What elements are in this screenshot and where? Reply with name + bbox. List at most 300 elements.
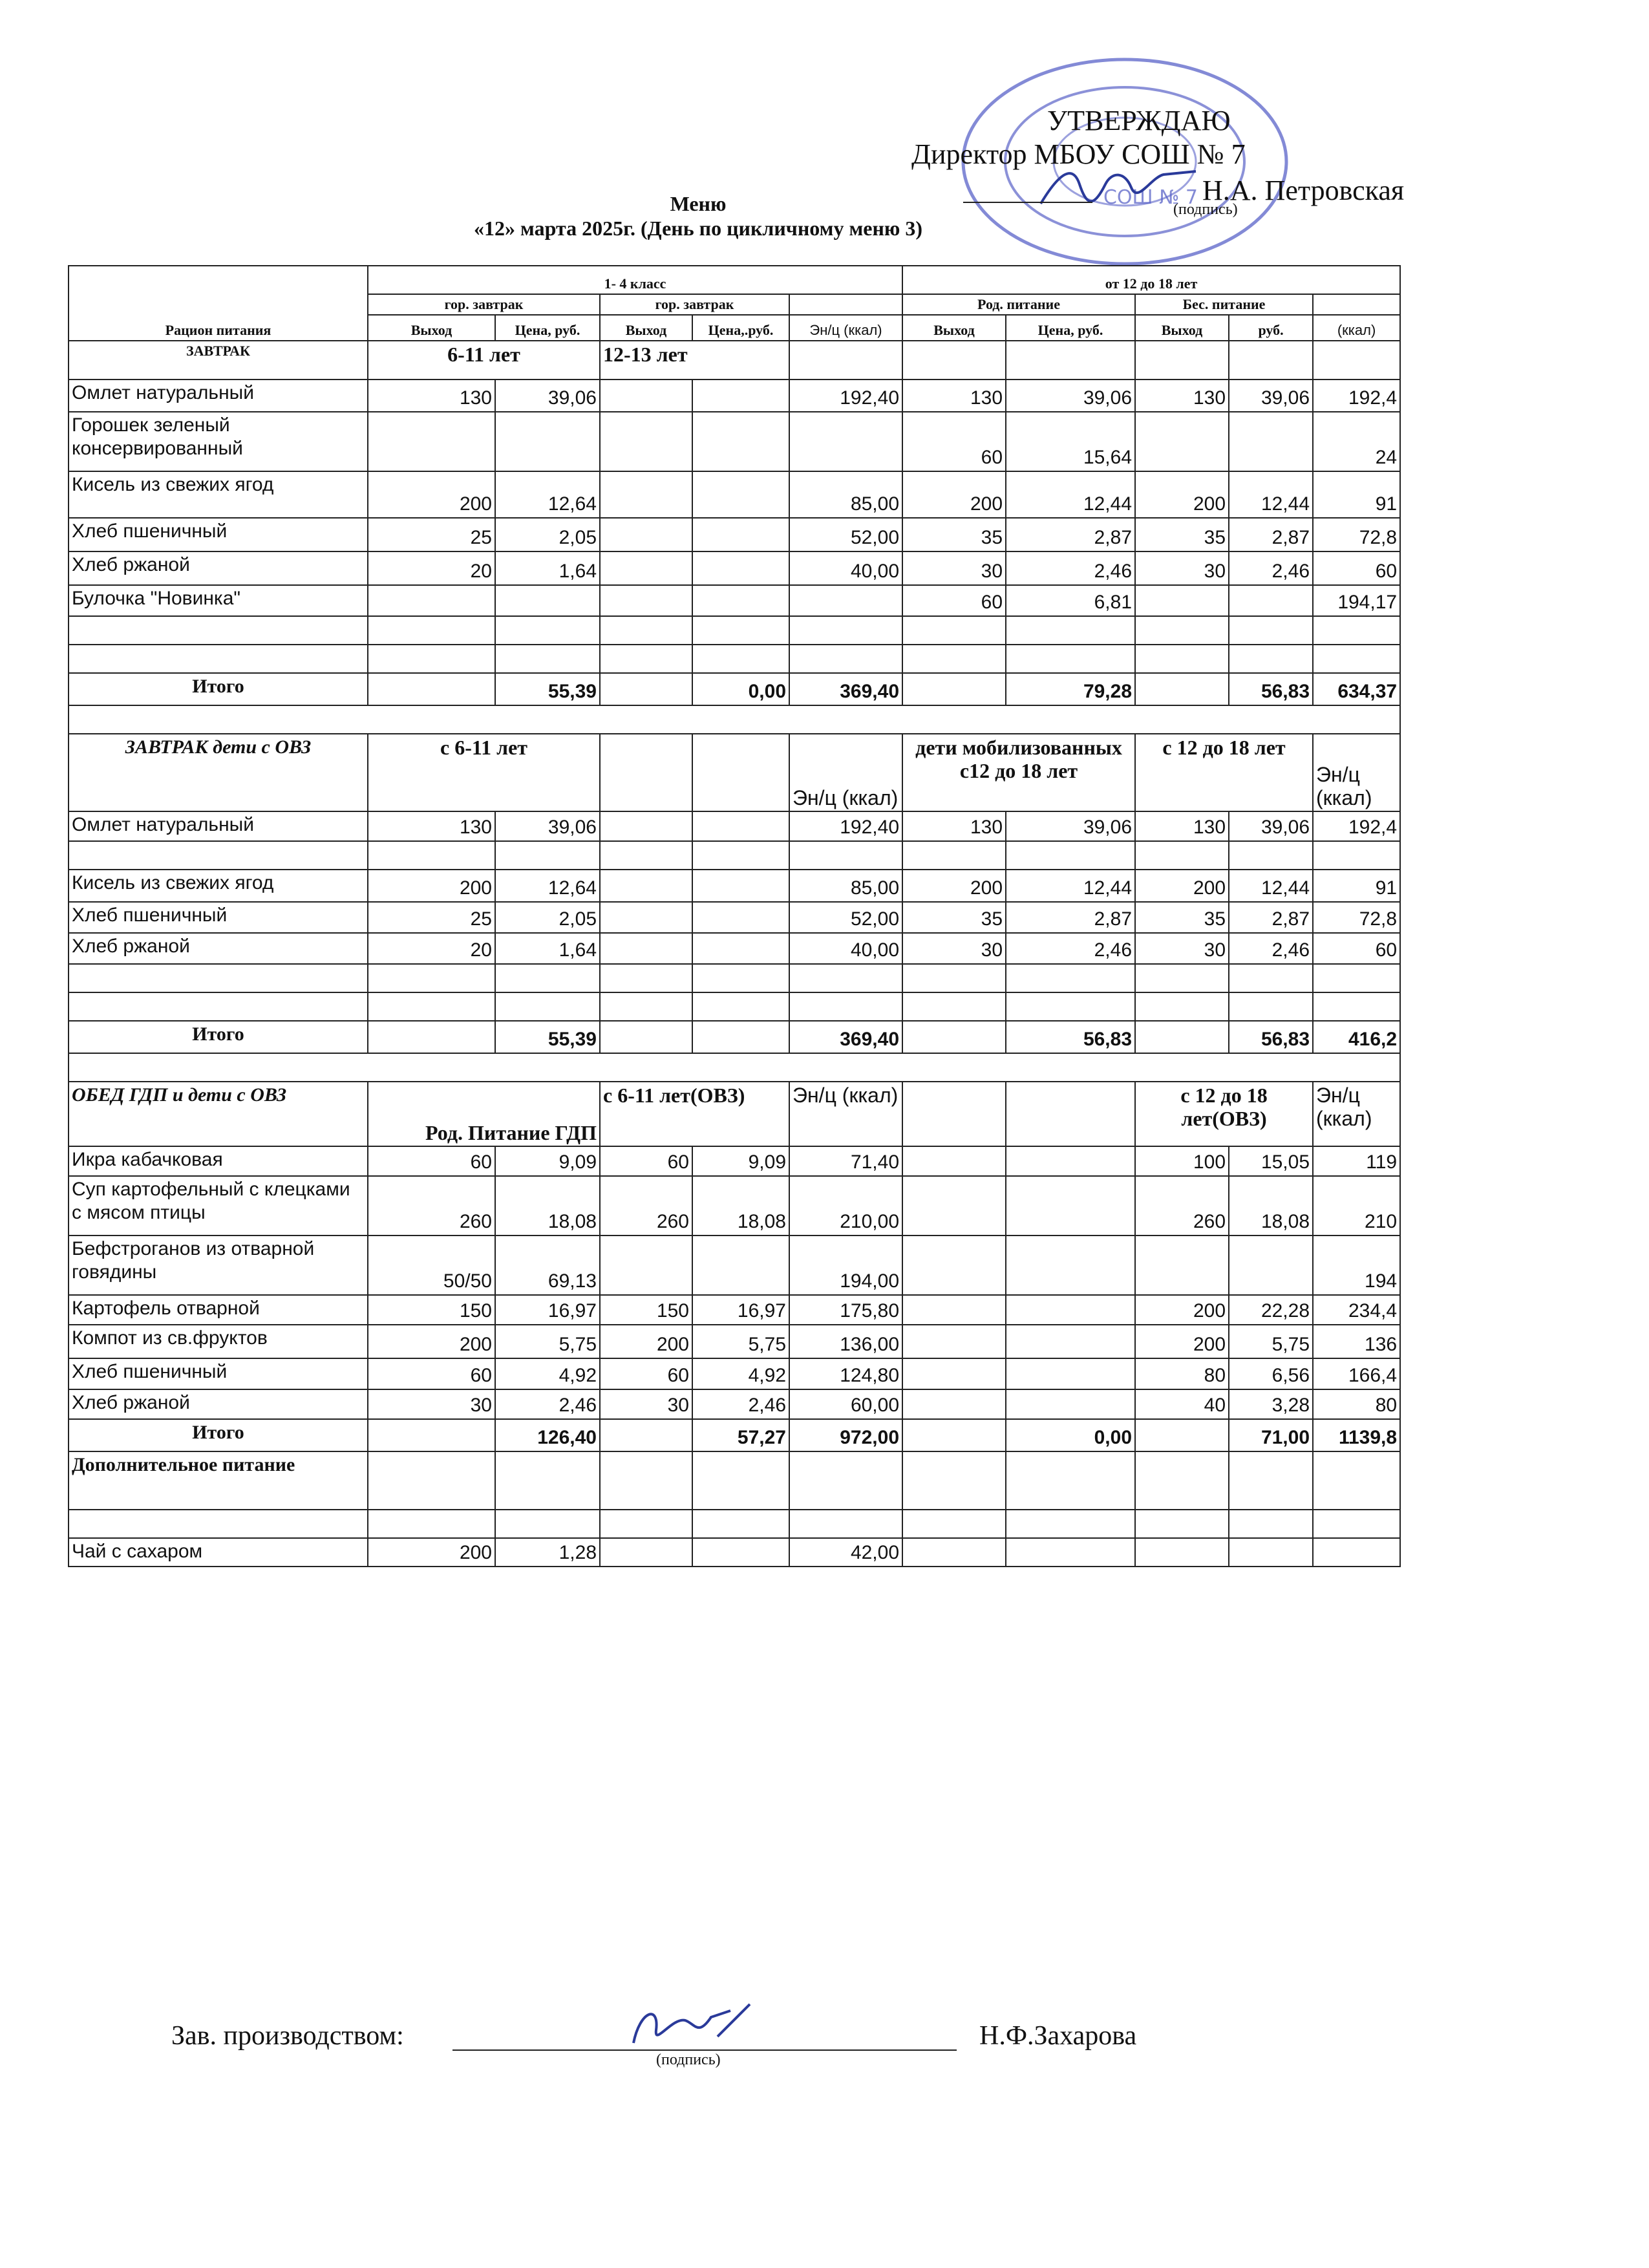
dish-value: 5,75 (495, 1325, 600, 1358)
footer (171, 2014, 1206, 2079)
dish-value: 200 (902, 471, 1006, 518)
dish-value: 80 (1313, 1389, 1400, 1419)
table-row (69, 811, 1400, 841)
footer-label: Зав. производством: (171, 2021, 404, 2051)
empty-cell (789, 964, 902, 992)
empty-row (69, 1510, 1400, 1538)
total-row (69, 1419, 1400, 1451)
dish-value (902, 1389, 1006, 1419)
dish-value (1006, 1538, 1135, 1567)
dish-value: 1,64 (495, 933, 600, 964)
table-row (69, 1176, 1400, 1236)
ovz-mobilized: дети мобилизованных с12 до 18 лет (902, 734, 1135, 811)
dish-value: 130 (1135, 380, 1229, 412)
empty-cell (1135, 1451, 1229, 1510)
total-value (600, 1419, 692, 1451)
spacer-cell (69, 1053, 1400, 1082)
empty-cell (1006, 1082, 1135, 1146)
dish-value: 194 (1313, 1236, 1400, 1295)
total-value: 56,83 (1006, 1021, 1135, 1053)
header-price: Цена, руб. (495, 315, 600, 341)
dish-value (692, 518, 789, 551)
dish-value: 42,00 (789, 1538, 902, 1567)
empty-cell (789, 992, 902, 1021)
footer-signature-caption: (подпись) (656, 2051, 721, 2068)
breakfast-section-row (69, 341, 1400, 380)
total-value (1135, 673, 1229, 705)
breakfast-label: ЗАВТРАК (69, 341, 368, 380)
spacer-cell (69, 705, 1400, 734)
dish-name: Булочка "Новинка" (69, 585, 368, 616)
dish-value (495, 585, 600, 616)
header-hot-breakfast-1: гор. завтрак (368, 294, 600, 315)
empty-cell (600, 734, 692, 811)
dish-value (789, 841, 902, 870)
approval-name: Н.А. Петровская (1202, 175, 1405, 206)
empty-cell (789, 1510, 902, 1538)
dish-value: 200 (368, 1325, 495, 1358)
empty-cell (495, 964, 600, 992)
dish-value: 1,28 (495, 1538, 600, 1567)
total-value: 416,2 (1313, 1021, 1400, 1053)
empty-cell (69, 992, 368, 1021)
dish-value: 192,4 (1313, 380, 1400, 412)
total-value: 56,83 (1229, 673, 1313, 705)
dish-name: Хлеб пшеничный (69, 902, 368, 933)
dish-value: 2,46 (1229, 933, 1313, 964)
dish-value (902, 1538, 1006, 1567)
dish-name: Суп картофельный с клецками с мясом птицы (69, 1176, 368, 1236)
breakfast-age-a: 6-11 лет (368, 341, 600, 380)
header-rub: руб. (1229, 315, 1313, 341)
empty-cell (495, 645, 600, 673)
empty-cell (902, 616, 1006, 645)
dish-value: 30 (600, 1389, 692, 1419)
table-row (69, 518, 1400, 551)
empty-cell (1135, 645, 1229, 673)
dish-value: 130 (902, 811, 1006, 841)
empty-cell (902, 645, 1006, 673)
total-value: 56,83 (1229, 1021, 1313, 1053)
dish-value (600, 471, 692, 518)
dish-value: 194,00 (789, 1236, 902, 1295)
dish-value: 6,56 (1229, 1358, 1313, 1389)
dish-value (600, 841, 692, 870)
total-label: Итого (69, 1021, 368, 1053)
header-empty (1313, 294, 1400, 315)
approval-position: Директор МБОУ СОШ № 7 (911, 138, 1246, 170)
header-age-12-18: от 12 до 18 лет (902, 266, 1400, 294)
empty-cell (600, 645, 692, 673)
dish-value: 25 (368, 902, 495, 933)
dish-value (1006, 1389, 1135, 1419)
dish-value (902, 1358, 1006, 1389)
dish-value (368, 412, 495, 471)
total-row (69, 673, 1400, 705)
dish-value: 130 (1135, 811, 1229, 841)
empty-cell (1313, 645, 1400, 673)
empty-cell (1135, 616, 1229, 645)
total-value: 634,37 (1313, 673, 1400, 705)
dish-value (600, 412, 692, 471)
dish-value: 200 (368, 1538, 495, 1567)
dish-name: Кисель из свежих ягод (69, 870, 368, 902)
dish-value: 35 (1135, 902, 1229, 933)
dish-name: Икра кабачковая (69, 1146, 368, 1176)
dish-value (1229, 841, 1313, 870)
table-row (69, 1146, 1400, 1176)
dish-value: 9,09 (692, 1146, 789, 1176)
dish-value: 39,06 (495, 380, 600, 412)
dish-value: 60 (902, 412, 1006, 471)
table-row (69, 1295, 1400, 1325)
empty-cell (692, 964, 789, 992)
total-value (368, 1419, 495, 1451)
empty-cell (368, 645, 495, 673)
dish-value (1006, 1295, 1135, 1325)
dish-name: Хлеб ржаной (69, 933, 368, 964)
dish-name: Чай с сахаром (69, 1538, 368, 1567)
dish-value: 2,87 (1229, 518, 1313, 551)
dish-value: 40,00 (789, 551, 902, 585)
dish-name: Картофель отварной (69, 1295, 368, 1325)
empty-cell (69, 1510, 368, 1538)
empty-cell (368, 964, 495, 992)
dish-value: 12,44 (1006, 870, 1135, 902)
dish-name: Компот из св.фруктов (69, 1325, 368, 1358)
header-free: Бес. питание (1135, 294, 1313, 315)
dish-value: 200 (368, 471, 495, 518)
dish-value: 200 (1135, 870, 1229, 902)
extra-section-row (69, 1451, 1400, 1510)
table-row (69, 1358, 1400, 1389)
dish-name (69, 841, 368, 870)
empty-row (69, 964, 1400, 992)
dish-value (902, 1146, 1006, 1176)
empty-cell (495, 992, 600, 1021)
table-row (69, 471, 1400, 518)
dish-value: 100 (1135, 1146, 1229, 1176)
dish-value: 40,00 (789, 933, 902, 964)
dish-value: 91 (1313, 870, 1400, 902)
dish-value (600, 1236, 692, 1295)
total-value (368, 1021, 495, 1053)
dish-value: 130 (368, 811, 495, 841)
dish-value: 30 (902, 933, 1006, 964)
table-row (69, 380, 1400, 412)
total-value (902, 1021, 1006, 1053)
empty-cell (600, 1451, 692, 1510)
dish-value: 22,28 (1229, 1295, 1313, 1325)
dish-value: 18,08 (495, 1176, 600, 1236)
total-value (1135, 1021, 1229, 1053)
empty-cell (789, 1451, 902, 1510)
dish-value: 16,97 (692, 1295, 789, 1325)
menu-title: Меню (670, 192, 727, 215)
dish-value: 166,4 (1313, 1358, 1400, 1389)
empty-cell (1313, 616, 1400, 645)
empty-cell (1006, 992, 1135, 1021)
total-value (1135, 1419, 1229, 1451)
dish-value (1135, 1538, 1229, 1567)
dish-value: 30 (1135, 933, 1229, 964)
dish-value: 72,8 (1313, 902, 1400, 933)
dish-value (1006, 1176, 1135, 1236)
lunch-energy-2: Эн/ц (ккал) (1313, 1082, 1400, 1146)
dish-value (600, 870, 692, 902)
empty-cell (1229, 992, 1313, 1021)
dish-name: Кисель из свежих ягод (69, 471, 368, 518)
table-row (69, 551, 1400, 585)
ovz-energy: Эн/ц (ккал) (789, 734, 902, 811)
dish-value: 39,06 (1229, 380, 1313, 412)
dish-value: 200 (1135, 471, 1229, 518)
dish-value: 119 (1313, 1146, 1400, 1176)
dish-value: 60 (1313, 551, 1400, 585)
lunch-label: ОБЕД ГДП и дети с ОВЗ (69, 1082, 368, 1146)
dish-value: 200 (600, 1325, 692, 1358)
total-value: 0,00 (692, 673, 789, 705)
empty-row (69, 645, 1400, 673)
empty-cell (1135, 1510, 1229, 1538)
dish-value (692, 585, 789, 616)
dish-value: 15,05 (1229, 1146, 1313, 1176)
dish-value: 2,46 (495, 1389, 600, 1419)
table-row (69, 933, 1400, 964)
table-row (69, 1236, 1400, 1295)
dish-value: 3,28 (1229, 1389, 1313, 1419)
empty-cell (692, 1451, 789, 1510)
header-row-1 (69, 266, 1400, 294)
empty-cell (692, 616, 789, 645)
dish-value (600, 902, 692, 933)
dish-value (692, 551, 789, 585)
total-label: Итого (69, 1419, 368, 1451)
lunch-age-a: с 6-11 лет(ОВЗ) (600, 1082, 789, 1146)
header-kcal: (ккал) (1313, 315, 1400, 341)
dish-value: 136,00 (789, 1325, 902, 1358)
footer-name: Н.Ф.Захарова (979, 2021, 1137, 2051)
header-price-2: Цена,.руб. (692, 315, 789, 341)
lunch-parent-pay: Род. Питание ГДП (368, 1082, 600, 1146)
dish-value: 200 (902, 870, 1006, 902)
dish-value: 12,44 (1229, 471, 1313, 518)
header-parent-pay: Род. питание (902, 294, 1135, 315)
dish-value (1229, 585, 1313, 616)
dish-value (692, 902, 789, 933)
empty-cell (902, 992, 1006, 1021)
total-value: 71,00 (1229, 1419, 1313, 1451)
dish-value (1135, 1236, 1229, 1295)
dish-value: 12,64 (495, 870, 600, 902)
dish-value: 18,08 (1229, 1176, 1313, 1236)
dish-value (902, 1236, 1006, 1295)
dish-value: 12,64 (495, 471, 600, 518)
total-value: 57,27 (692, 1419, 789, 1451)
approval-title: УТВЕРЖДАЮ (1047, 105, 1231, 136)
dish-value: 210 (1313, 1176, 1400, 1236)
empty-row (69, 992, 1400, 1021)
dish-value: 16,97 (495, 1295, 600, 1325)
dish-value (692, 471, 789, 518)
dish-value: 130 (368, 380, 495, 412)
lunch-section-row (69, 1082, 1400, 1146)
dish-value (1229, 1236, 1313, 1295)
empty-row (69, 616, 1400, 645)
header-empty (789, 294, 902, 315)
dish-value: 9,09 (495, 1146, 600, 1176)
ovz-energy-2: Эн/ц (ккал) (1313, 734, 1400, 811)
dish-value: 39,06 (1006, 811, 1135, 841)
approval-signature-caption: (подпись) (1173, 201, 1238, 218)
empty-cell (1006, 1451, 1135, 1510)
dish-value: 30 (1135, 551, 1229, 585)
dish-name: Хлеб пшеничный (69, 518, 368, 551)
empty-cell (69, 616, 368, 645)
table-row (69, 870, 1400, 902)
empty-cell (1313, 992, 1400, 1021)
dish-value: 39,06 (495, 811, 600, 841)
dish-value: 60 (600, 1146, 692, 1176)
dish-value (1135, 412, 1229, 471)
dish-value: 124,80 (789, 1358, 902, 1389)
dish-value: 192,40 (789, 811, 902, 841)
dish-value: 52,00 (789, 518, 902, 551)
spacer-row (69, 1053, 1400, 1082)
dish-value (692, 1236, 789, 1295)
empty-cell (902, 964, 1006, 992)
empty-cell (1229, 616, 1313, 645)
empty-cell (1229, 645, 1313, 673)
breakfast-age-b: 12-13 лет (600, 341, 789, 380)
dish-value (1229, 1538, 1313, 1567)
dish-value: 18,08 (692, 1176, 789, 1236)
dish-value (495, 841, 600, 870)
ovz-breakfast-label: ЗАВТРАК дети с ОВЗ (69, 734, 368, 811)
dish-value: 50/50 (368, 1236, 495, 1295)
dish-value: 24 (1313, 412, 1400, 471)
dish-value: 35 (1135, 518, 1229, 551)
total-value: 369,40 (789, 673, 902, 705)
header-energy: Эн/ц (ккал) (789, 315, 902, 341)
total-value: 79,28 (1006, 673, 1135, 705)
empty-cell (69, 964, 368, 992)
total-value: 55,39 (495, 673, 600, 705)
total-value: 972,00 (789, 1419, 902, 1451)
total-value (902, 1419, 1006, 1451)
header-output-3: Выход (902, 315, 1006, 341)
dish-value: 35 (902, 518, 1006, 551)
table-row (69, 1325, 1400, 1358)
dish-value: 30 (902, 551, 1006, 585)
table-row (69, 1389, 1400, 1419)
dish-value: 200 (368, 870, 495, 902)
dish-value: 12,44 (1229, 870, 1313, 902)
empty-cell (69, 645, 368, 673)
total-value (368, 673, 495, 705)
dish-value: 2,87 (1006, 902, 1135, 933)
dish-value: 85,00 (789, 471, 902, 518)
empty-cell (600, 964, 692, 992)
empty-cell (692, 992, 789, 1021)
dish-value: 60 (368, 1358, 495, 1389)
header-output-2: Выход (600, 315, 692, 341)
dish-value: 2,05 (495, 518, 600, 551)
total-value (692, 1021, 789, 1053)
dish-value: 60,00 (789, 1389, 902, 1419)
empty-cell (1006, 645, 1135, 673)
dish-value: 40 (1135, 1389, 1229, 1419)
dish-value (600, 551, 692, 585)
dish-value: 35 (902, 902, 1006, 933)
dish-value (368, 585, 495, 616)
dish-value: 2,87 (1006, 518, 1135, 551)
table-row (69, 841, 1400, 870)
dish-value: 5,75 (692, 1325, 789, 1358)
dish-value: 72,8 (1313, 518, 1400, 551)
dish-value (692, 933, 789, 964)
dish-name: Хлеб пшеничный (69, 1358, 368, 1389)
dish-value: 12,44 (1006, 471, 1135, 518)
empty-cell (368, 1510, 495, 1538)
empty-cell (692, 645, 789, 673)
spacer-row (69, 705, 1400, 734)
dish-value (600, 585, 692, 616)
table-row (69, 412, 1400, 471)
empty-cell (789, 616, 902, 645)
empty-cell (495, 1510, 600, 1538)
dish-value (902, 1295, 1006, 1325)
total-value (902, 673, 1006, 705)
dish-value (1229, 412, 1313, 471)
dish-value (902, 841, 1006, 870)
total-value (600, 673, 692, 705)
empty-cell (600, 992, 692, 1021)
dish-value: 194,17 (1313, 585, 1400, 616)
dish-value: 6,81 (1006, 585, 1135, 616)
empty-cell (1229, 1451, 1313, 1510)
total-value: 126,40 (495, 1419, 600, 1451)
dish-value: 71,40 (789, 1146, 902, 1176)
empty-cell (692, 734, 789, 811)
dish-name: Омлет натуральный (69, 380, 368, 412)
dish-value: 192,4 (1313, 811, 1400, 841)
ovz-age-a: с 6-11 лет (368, 734, 600, 811)
dish-value: 39,06 (1229, 811, 1313, 841)
empty-cell (495, 1451, 600, 1510)
dish-value: 2,46 (692, 1389, 789, 1419)
empty-cell (1313, 1510, 1400, 1538)
dish-value (1135, 585, 1229, 616)
dish-value: 2,46 (1229, 551, 1313, 585)
empty-cell (1006, 964, 1135, 992)
table-row (69, 902, 1400, 933)
dish-value (600, 1538, 692, 1567)
dish-value: 4,92 (692, 1358, 789, 1389)
empty-cell (495, 616, 600, 645)
total-value: 0,00 (1006, 1419, 1135, 1451)
ovz-age-b: с 12 до 18 лет (1135, 734, 1313, 811)
empty-cell (692, 1510, 789, 1538)
dish-value: 192,40 (789, 380, 902, 412)
dish-value (692, 1538, 789, 1567)
dish-value (1006, 1358, 1135, 1389)
dish-value: 69,13 (495, 1236, 600, 1295)
total-value: 1139,8 (1313, 1419, 1400, 1451)
empty-cell (1135, 964, 1229, 992)
dish-value: 4,92 (495, 1358, 600, 1389)
dish-value: 2,46 (1006, 551, 1135, 585)
